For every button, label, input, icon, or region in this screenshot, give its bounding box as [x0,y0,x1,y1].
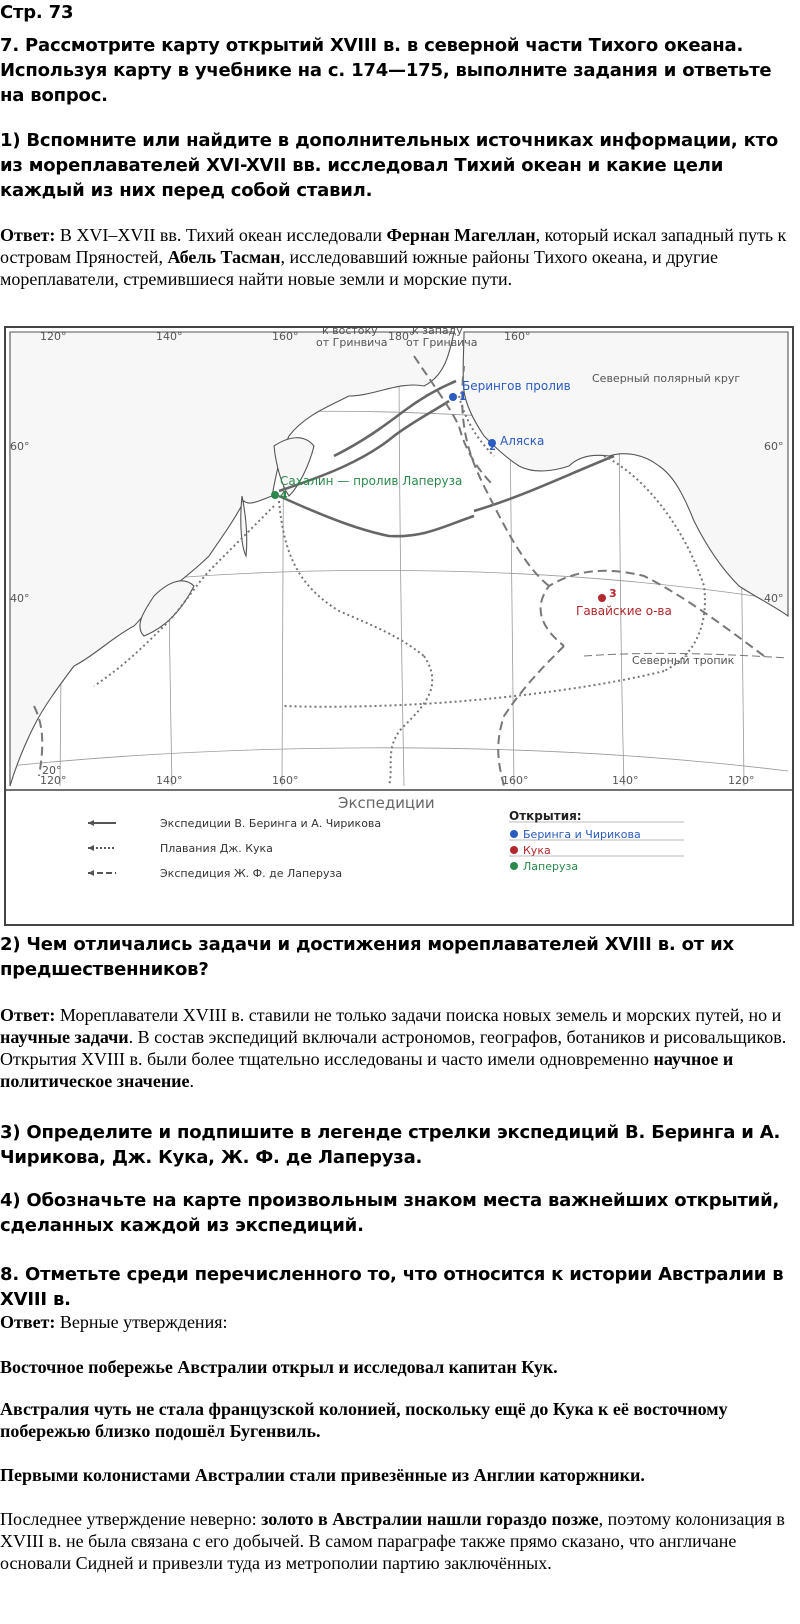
bottom-lon-label: 160° [272,774,299,787]
task8-title: 8. Отметьте среди перечисленного то, что относится к истории Австралии в XVIII в. [0,1264,784,1310]
lat-label: 40° [10,592,30,605]
top-lon-label: 180° [388,330,415,343]
sakhalin-marker [271,491,279,499]
tropic-label: Северный тропик [632,654,735,667]
q3-title: 3) Определите и подпишите в легенде стрелки экспедиций В. Беринга и А. Чирикова, Дж. Кука, Ж. Ф. де Лаперуза. [0,1122,781,1168]
discoveries-title: Открытия: [509,809,582,823]
q4-title: 4) Обозначьте на карте произвольным знаком места важнейших открытий, сделанных каждой из экспедиций. [0,1190,780,1236]
conclusion [0,1508,792,1574]
lat-label: 20° [42,764,62,777]
hawaii-label: Гавайские о-ва [576,604,672,618]
discovery-laperouse: Лаперуза [523,860,579,873]
top-lon-label: 160° [272,330,299,343]
discovery-bering: Беринга и Чирикова [523,828,641,841]
task8-answer [0,1311,792,1333]
answer-bold: научные задачи [0,1027,129,1047]
marker-number: 2 [489,442,496,453]
legend-item-laperouse: Экспедиция Ж. Ф. де Лаперуза [160,867,343,880]
top-lon-label: 120° [40,330,67,343]
discovery-bullet-laperouse [510,862,518,870]
q1-answer [0,224,792,290]
answer-text: В XVI–XVII вв. Тихий океан исследовали [55,225,387,245]
page-label: Стр. 73 [0,2,74,23]
answer-label: Ответ: [0,225,56,245]
bottom-lon-label: 120° [40,774,67,787]
top-lon-label: 160° [504,330,531,343]
marker-number: 1 [459,390,467,403]
alaska-label: Аляска [500,434,545,448]
top-lon-label: 140° [156,330,183,343]
conclusion-bold: золото в Австралии нашли гораздо позже [261,1509,599,1529]
lat-label: 60° [10,440,30,453]
answer-text: Мореплаватели XVIII в. ставили не только задачи поиска новых земель и морских путей, но и [55,1005,782,1025]
statement-2: Австралия чуть не стала французской колонией, поскольку ещё до Кука к её восточному побережью близко подошёл Бугенвиль. [0,1399,728,1441]
q2-answer [0,1004,792,1092]
legend-item-bering: Экспедиции В. Беринга и А. Чирикова [160,817,382,830]
bering-strait-label: Берингов пролив [462,379,571,393]
lat-label: 60° [764,440,784,453]
legend-title: Экспедиции [338,794,435,812]
statement-1: Восточное побережье Австралии открыл и исследовал капитан Кук. [0,1357,558,1377]
meridian-west-line1: к западу [412,326,463,337]
q2-title: 2) Чем отличались задачи и достижения мореплавателей XVIII в. от их предшественников? [0,934,734,980]
answer-text: , исследовавший южные районы Тихого океана, и другие мореплаватели, стремившиеся найти новые земли и морские пути. [0,247,719,289]
bottom-lon-label: 140° [612,774,639,787]
statement-3: Первыми колонистами Австралии стали привезённые из Англии каторжники. [0,1465,645,1485]
q1-title: 1) Вспомните или найдите в дополнительных источниках информации, кто из мореплавателей XVI-XVII вв. исследовал Тихий океан и какие цели каждый из них перед собой ставил. [0,130,779,201]
answer-text: . [189,1071,195,1091]
discovery-bullet-bering [510,830,518,838]
answer-bold: Абель Тасман [167,247,281,267]
answer-bold: научное и политическое значение [0,1049,734,1091]
arctic-circle-label: Северный полярный круг [592,372,741,385]
answer-text: Верные утверждения: [55,1312,228,1332]
meridian-east-label [316,326,388,349]
marker-number: 4 [280,489,288,502]
bottom-lon-label: 140° [156,774,183,787]
answer-label: Ответ: [0,1005,56,1025]
bering-strait-marker [449,393,457,401]
hawaii-marker [598,594,606,602]
discovery-bullet-cook [510,846,518,854]
expeditions-map [4,326,794,926]
marker-number: 3 [609,587,617,600]
meridian-west-line2: от Гринвича [406,336,478,349]
meridian-east-line1: к востоку [322,326,378,337]
meridian-east-line2: от Гринвича [316,336,388,349]
sakhalin-label: Сахалин — пролив Лаперуза [280,474,463,488]
answer-text: . В состав экспедиций включали астрономов, географов, ботаников и рисовальщиков. Открытия XVIII в. были более тщательно исследованы и часто имели одновременно [0,1027,787,1069]
conclusion-text: , поэтому колонизация в XVIII в. не была связана с его добычей. В самом параграфе также прямо сказано, что англичане основали Сидней и привезли туда из метрополии партию заключённых. [0,1509,785,1573]
answer-label: Ответ: [0,1312,56,1332]
answer-text: , который искал западный путь к островам Пряностей, [0,225,787,267]
task7-title: 7. Рассмотрите карту открытий XVIII в. в северной части Тихого океана. Используя карту в учебнике на с. 174—175, выполните задания и ответьте на вопрос. [0,35,772,106]
legend-item-cook: Плавания Дж. Кука [160,842,273,855]
bottom-lon-label: 160° [502,774,529,787]
bottom-lon-label: 120° [728,774,755,787]
conclusion-text: Последнее утверждение неверно: [0,1509,262,1529]
lat-label: 40° [764,592,784,605]
answer-bold: Фернан Магеллан [386,225,536,245]
discovery-cook: Кука [523,844,551,857]
